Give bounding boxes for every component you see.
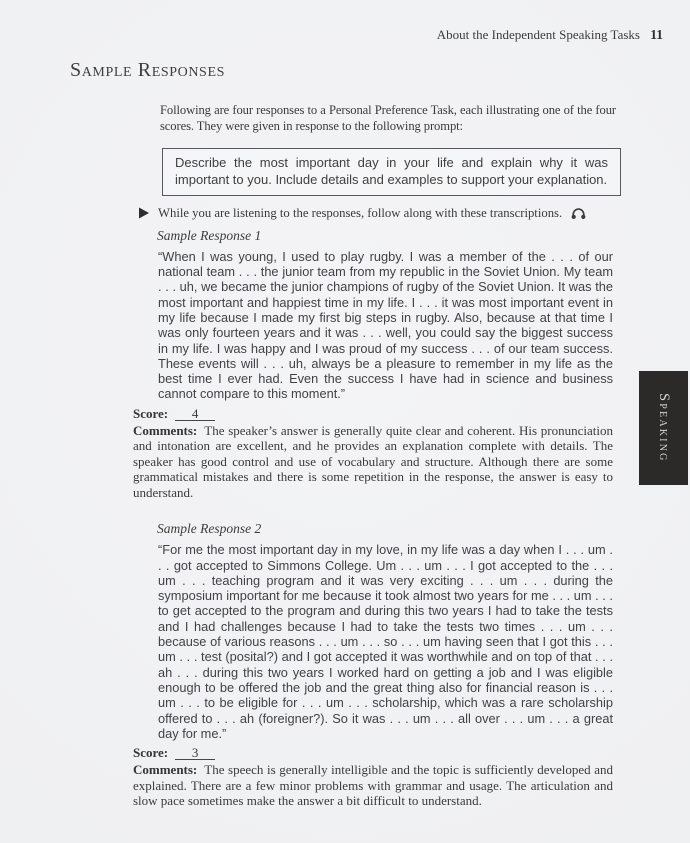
speaking-side-tab-label: Speaking [656, 393, 672, 463]
listen-instruction-text: While you are listening to the responses, follow along with these transcriptions. [158, 205, 563, 220]
sample-response-2-transcript: “For me the most important day in my love, in my life was a day when I . . . um . . . got accepted to Simmons College. Um . . . um . . . I got accepted to the . . . um . . . teaching program and it was very exciting . . . um . . . during the symposium important for me because it took almost two years for me . . . um . . . to get accepted to the program and during this two years I had to take the tests and I had challenges because I had to take the tests two times . . . um . . . because of various reasons . . . um . . . so . . . um having seen that I got this . . . um . . . test (posital?) and I got accepted it was worthwhile and on top of that . . . ah . . . during this two years I worked hard on getting a job and I was eligible enough to be offered the job and the great thing also for financial reason is . . . um . . . to be eligible for . . . um . . . scholarship, which was a rare scholarship offered to . . . ah (foreigner?). So it was . . . um . . . all over . . . um . . . a great day for me.” [158, 542, 613, 741]
listen-instruction [139, 206, 613, 221]
sample-response-2-heading: Sample Response 2 [157, 521, 262, 537]
headphones-icon [571, 207, 586, 220]
sample-response-2-comments [133, 762, 613, 809]
sample-response-1-comments [133, 423, 613, 501]
comments-text: The speaker’s answer is generally quite clear and coherent. His pronunciation and intonation are excellent, and he provides an explanation complete with details. The speaker has good control and use of vocabulary and structure. Although there are some grammatical mistakes and there is some repetition in the response, the answer is easy to understand. [133, 422, 613, 500]
play-triangle-icon [139, 207, 149, 219]
score-value: 4 [175, 407, 215, 421]
sample-response-1-score-row [133, 406, 613, 422]
comments-text: The speech is generally intelligible and the topic is sufficiently developed and explained. There are a few minor problems with grammar and usage. The articulation and slow pace sometimes make the answer a bit difficult to understand. [133, 762, 613, 809]
sample-response-1-transcript: “When I was young, I used to play rugby. I was a member of the . . . of our national team . . . the junior team from my republic in the Soviet Union. My team . . . uh, we became the junior champions of rugby of the Soviet Union. It was the most important and happiest time in my life. I . . . it was most important event in my life because I made my first big steps in rugby. Also, because at that time I was only fourteen years and it was . . . well, you could say the biggest success in my life. I was happy and I was proud of my success . . . of our team success. These events will . . . uh, always be a pleasure to remember in my life as the best time I ever had. Even the success I have had in science and business cannot compare to this moment.” [158, 248, 613, 402]
sample-response-1-heading: Sample Response 1 [157, 227, 262, 243]
prompt-box [162, 148, 621, 196]
sample-response-2-score-row [133, 745, 613, 761]
speaking-side-tab [639, 371, 688, 485]
running-header-title: About the Independent Speaking Tasks [436, 27, 640, 42]
prompt-text: Describe the most important day in your life and explain why it was important to you. Include details and examples to support your explanation. [175, 154, 608, 187]
intro-paragraph: Following are four responses to a Personal Preference Task, each illustrating one of the four scores. They were given in response to the following prompt: [160, 103, 616, 134]
score-label: Score: [133, 745, 169, 761]
page-number: 11 [650, 27, 663, 42]
score-label: Score: [133, 405, 169, 421]
comments-label: Comments: [133, 422, 198, 438]
main-content [133, 102, 616, 809]
score-value: 3 [175, 746, 215, 760]
running-header [437, 27, 663, 43]
comments-label: Comments: [133, 762, 198, 778]
section-title: Sample Responses [70, 59, 225, 81]
